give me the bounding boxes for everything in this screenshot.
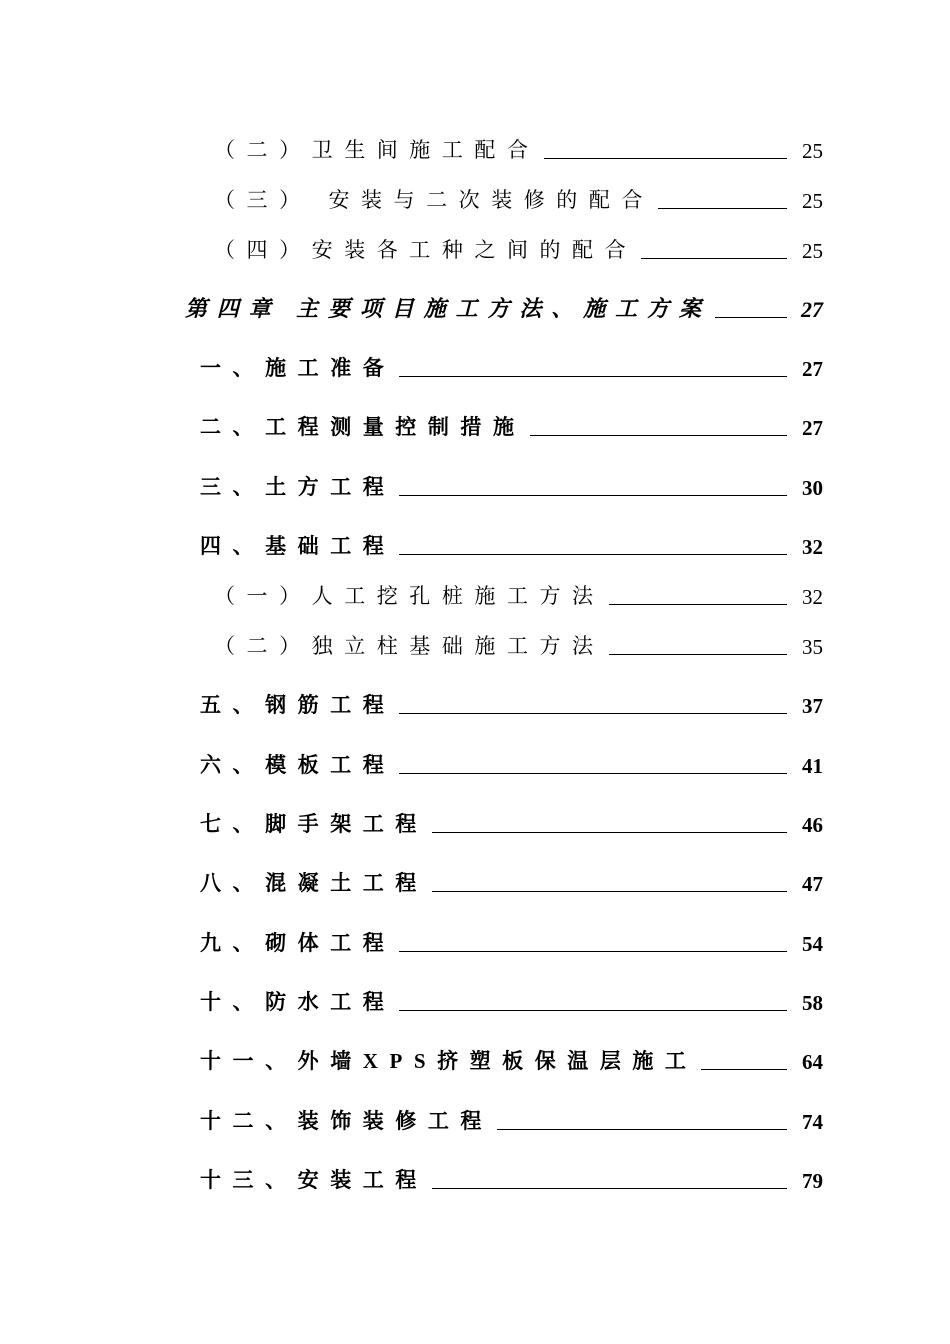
toc-leader-line: [399, 951, 787, 952]
toc-page-number: 46: [802, 813, 823, 837]
toc-page-number: 79: [802, 1169, 823, 1193]
toc-page-number: 32: [802, 535, 823, 559]
toc-entry[interactable]: [214, 630, 823, 660]
toc-section-entry[interactable]: [200, 1164, 823, 1194]
toc-leader-line: [641, 258, 787, 259]
toc-leader-line: [701, 1069, 787, 1070]
toc-leader-line: [399, 495, 787, 496]
toc-entry-label: （四）安装各工种之间的配合: [214, 238, 638, 262]
toc-leader-line: [399, 1010, 787, 1011]
toc-page-number: 74: [802, 1110, 823, 1134]
toc-leader-line: [609, 604, 787, 605]
toc-leader-line: [399, 554, 787, 555]
toc-section-entry[interactable]: [200, 471, 823, 501]
toc-page-number: 58: [802, 991, 823, 1015]
toc-entry-label: 三、土方工程: [200, 475, 396, 499]
toc-chapter-entry[interactable]: [185, 292, 823, 323]
toc-page-number: 37: [802, 694, 823, 718]
toc-leader-line: [399, 376, 787, 377]
toc-section-entry[interactable]: [200, 986, 823, 1016]
toc-leader-line: [432, 832, 787, 833]
toc-entry-label: （三） 安装与二次装修的配合: [214, 188, 654, 212]
toc-entry-label: 十二、装饰装修工程: [200, 1109, 493, 1133]
toc-page-number: 27: [801, 297, 823, 322]
toc-page-number: 41: [802, 754, 823, 778]
toc-entry-label: 第四章 主要项目施工方法、施工方案: [185, 296, 711, 321]
toc-leader-line: [432, 891, 787, 892]
toc-leader-line: [544, 158, 788, 159]
toc-leader-line: [399, 773, 787, 774]
toc-entry-label: 四、基础工程: [200, 534, 396, 558]
toc-leader-line: [609, 654, 787, 655]
toc-section-entry[interactable]: [200, 1105, 823, 1135]
toc-section-entry[interactable]: [200, 689, 823, 719]
toc-entry-label: 十三、安装工程: [200, 1168, 428, 1192]
toc-page-number: 32: [802, 585, 823, 609]
toc-leader-line: [432, 1188, 787, 1189]
toc-entry[interactable]: [214, 234, 823, 264]
toc-entry-label: （二）独立柱基础施工方法: [214, 634, 605, 658]
toc-leader-line: [530, 435, 788, 436]
toc-entry-label: 二、工程测量控制措施: [200, 415, 526, 439]
toc-entry[interactable]: [214, 184, 823, 214]
toc-page-number: 25: [802, 239, 823, 263]
toc-entry-label: （二）卫生间施工配合: [214, 138, 540, 162]
toc-entry-label: （一）人工挖孔桩施工方法: [214, 584, 605, 608]
toc-section-entry[interactable]: [200, 867, 823, 897]
toc-entry[interactable]: [214, 134, 823, 164]
toc-entry-label: 十、防水工程: [200, 990, 396, 1014]
toc-section-entry[interactable]: [200, 411, 823, 441]
toc-page-number: 35: [802, 635, 823, 659]
toc-section-entry[interactable]: [200, 808, 823, 838]
toc-leader-line: [658, 208, 787, 209]
toc-entry-label: 五、钢筋工程: [200, 693, 396, 717]
toc-entry-label: 十一、外墙XPS挤塑板保温层施工: [200, 1049, 698, 1073]
toc-section-entry[interactable]: [200, 927, 823, 957]
toc-page-number: 25: [802, 189, 823, 213]
toc-entry-label: 七、脚手架工程: [200, 812, 428, 836]
toc-entry-label: 一、施工准备: [200, 356, 396, 380]
toc-page-number: 54: [802, 932, 823, 956]
toc-entry-label: 八、混凝土工程: [200, 871, 428, 895]
toc-section-entry[interactable]: [200, 1045, 823, 1075]
toc-entry[interactable]: [214, 580, 823, 610]
toc-page-number: 47: [802, 872, 823, 896]
toc-page-number: 27: [802, 357, 823, 381]
toc-section-entry[interactable]: [200, 749, 823, 779]
toc-leader-line: [399, 713, 787, 714]
toc-leader-line: [715, 317, 787, 318]
toc-page-number: 64: [802, 1050, 823, 1074]
toc-page-number: 30: [802, 476, 823, 500]
toc-page-number: 25: [802, 139, 823, 163]
toc-section-entry[interactable]: [200, 352, 823, 382]
toc-leader-line: [497, 1129, 787, 1130]
toc-page-number: 27: [802, 416, 823, 440]
toc-entry-label: 九、砌体工程: [200, 931, 396, 955]
toc-entry-label: 六、模板工程: [200, 753, 396, 777]
toc-section-entry[interactable]: [200, 530, 823, 560]
